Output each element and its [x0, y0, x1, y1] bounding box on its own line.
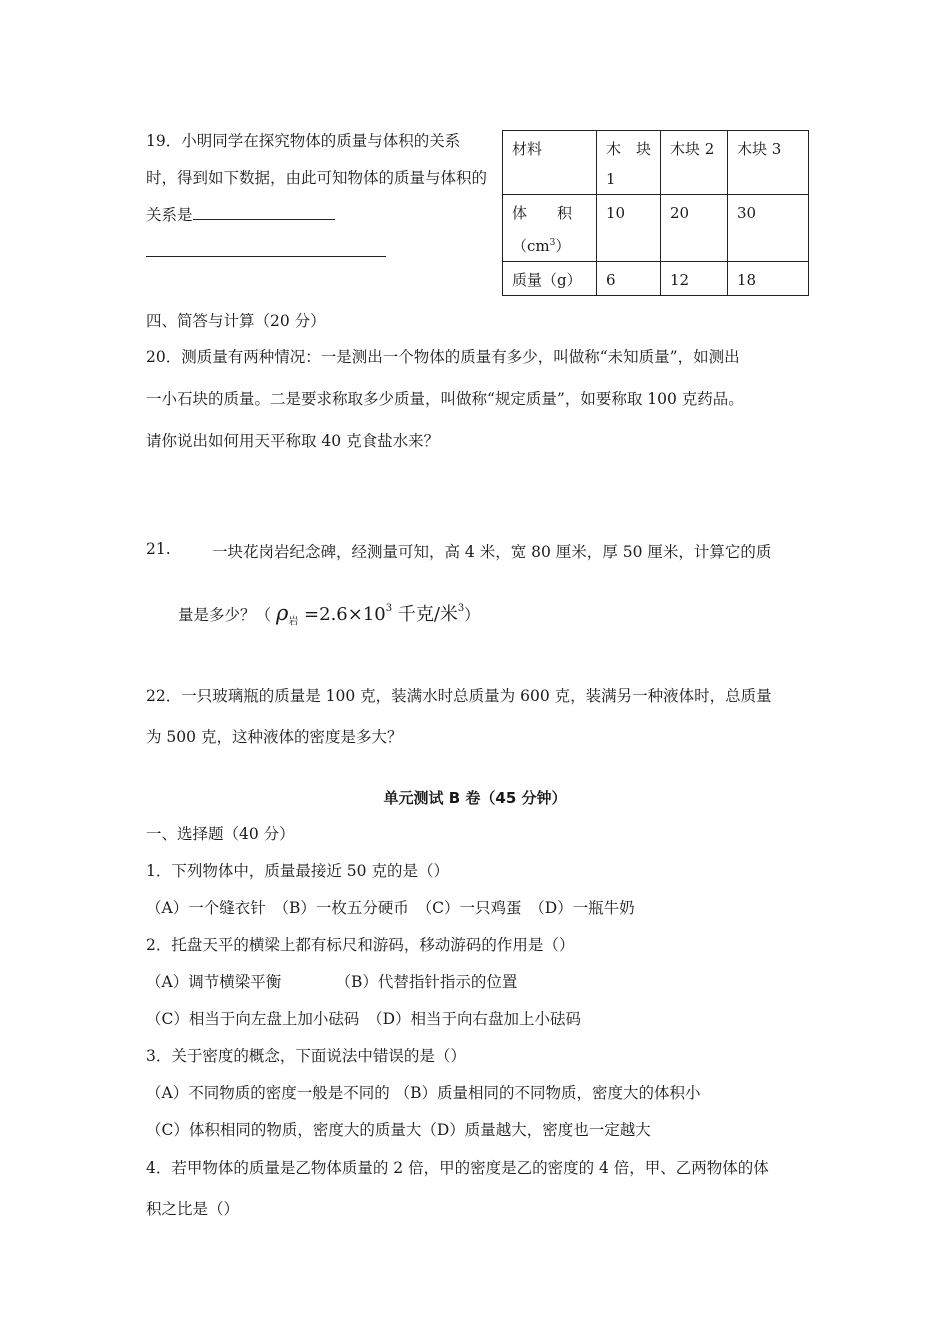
table-cell: 10 [597, 195, 661, 262]
mass-label-cell: 质量（g） [503, 262, 597, 296]
section-4-title: 四、简答与计算（20 分） [146, 312, 326, 330]
data-table [502, 130, 809, 296]
unit-b-question-3: 3．关于密度的概念，下面说法中错误的是（） [146, 1047, 466, 1065]
question-21-line-2 [178, 600, 480, 628]
answer-blank[interactable] [193, 201, 335, 220]
table-header-cell: 材料 [503, 131, 597, 195]
volume-label-close: ） [555, 237, 571, 255]
unit-b-question-4-line-2: 积之比是（） [146, 1200, 240, 1218]
unit-b-section-1: 一、选择题（40 分） [146, 825, 295, 843]
question-21-number: 21. [146, 540, 171, 558]
answer-blank-line[interactable] [146, 238, 386, 257]
unit-b-question-4-line-1: 4．若甲物体的质量是乙物体质量的 2 倍，甲的密度是乙的密度的 4 倍，甲、乙两物体的体 [146, 1159, 769, 1177]
volume-label: 体 积（cm [512, 204, 573, 255]
unit-b-question-2: 2．托盘天平的横梁上都有标尺和游码，移动游码的作用是（） [146, 936, 575, 954]
table-row [503, 262, 809, 296]
table-row [503, 195, 809, 262]
question-20-line-1: 20．测质量有两种情况：一是测出一个物体的质量有多少，叫做称“未知质量”，如测出 [146, 348, 740, 366]
density-formula [275, 601, 465, 628]
question-21-line-1: 一块花岗岩纪念碑，经测量可知，高 4 米，宽 80 厘米，厚 50 厘米，计算它的质 [212, 543, 772, 561]
question-19 [146, 123, 491, 271]
formula-unit-exponent: 3 [457, 603, 465, 614]
table-cell: 12 [661, 262, 728, 296]
unit-b-question-3-options-1: （A）不同物质的密度一般是不同的 （B）质量相同的不同物质，密度大的体积小 [146, 1084, 701, 1102]
formula-value: =2.6×10 [304, 604, 386, 625]
table-cell: 20 [661, 195, 728, 262]
unit-b-question-2-options-1: （A）调节横梁平衡 （B）代替指针指示的位置 [146, 973, 518, 991]
rho-symbol: ρ [275, 601, 289, 625]
question-19-text: 19．小明同学在探究物体的质量与体积的关系时，得到如下数据，由此可知物体的质量与体积的关系是 [146, 132, 488, 224]
unit-b-question-1: 1．下列物体中，质量最接近 50 克的是（） [146, 862, 449, 880]
formula-unit: 千克/米 [392, 604, 458, 625]
table-header-cell: 木 块1 [597, 131, 661, 195]
volume-unit-exponent: 3 [549, 238, 556, 248]
table-cell: 30 [728, 195, 809, 262]
table-cell: 6 [597, 262, 661, 296]
question-22-line-2: 为 500 克，这种液体的密度是多大？ [146, 728, 403, 746]
question-20-line-3: 请你说出如何用天平称取 40 克食盐水来？ [146, 432, 440, 450]
question-21-prefix: 量是多少？（ [178, 606, 272, 624]
volume-label-cell [503, 195, 597, 262]
rho-subscript: 岩 [288, 616, 299, 628]
question-22-line-1: 22．一只玻璃瓶的质量是 100 克，装满水时总质量为 600 克，装满另一种液体时，总质量 [146, 687, 772, 705]
table-header-cell: 木块 2 [661, 131, 728, 195]
table-header-cell: 木块 3 [728, 131, 809, 195]
table-cell: 18 [728, 262, 809, 296]
question-21-close: ） [464, 606, 480, 624]
table-row [503, 131, 809, 195]
formula-exponent: 3 [385, 603, 393, 614]
question-20-line-2: 一小石块的质量。二是要求称取多少质量，叫做称“规定质量”，如要称取 100 克药品。 [146, 390, 744, 408]
unit-b-question-1-options: （A）一个缝衣针 （B）一枚五分硬币 （C）一只鸡蛋 （D）一瓶牛奶 [146, 899, 635, 917]
unit-b-question-2-options-2: （C）相当于向左盘上加小砝码 （D）相当于向右盘加上小砝码 [146, 1010, 582, 1028]
unit-b-heading: 单元测试 B 卷（45 分钟） [383, 789, 567, 807]
unit-b-question-3-options-2: （C）体积相同的物质，密度大的质量大（D）质量越大，密度也一定越大 [146, 1121, 651, 1139]
